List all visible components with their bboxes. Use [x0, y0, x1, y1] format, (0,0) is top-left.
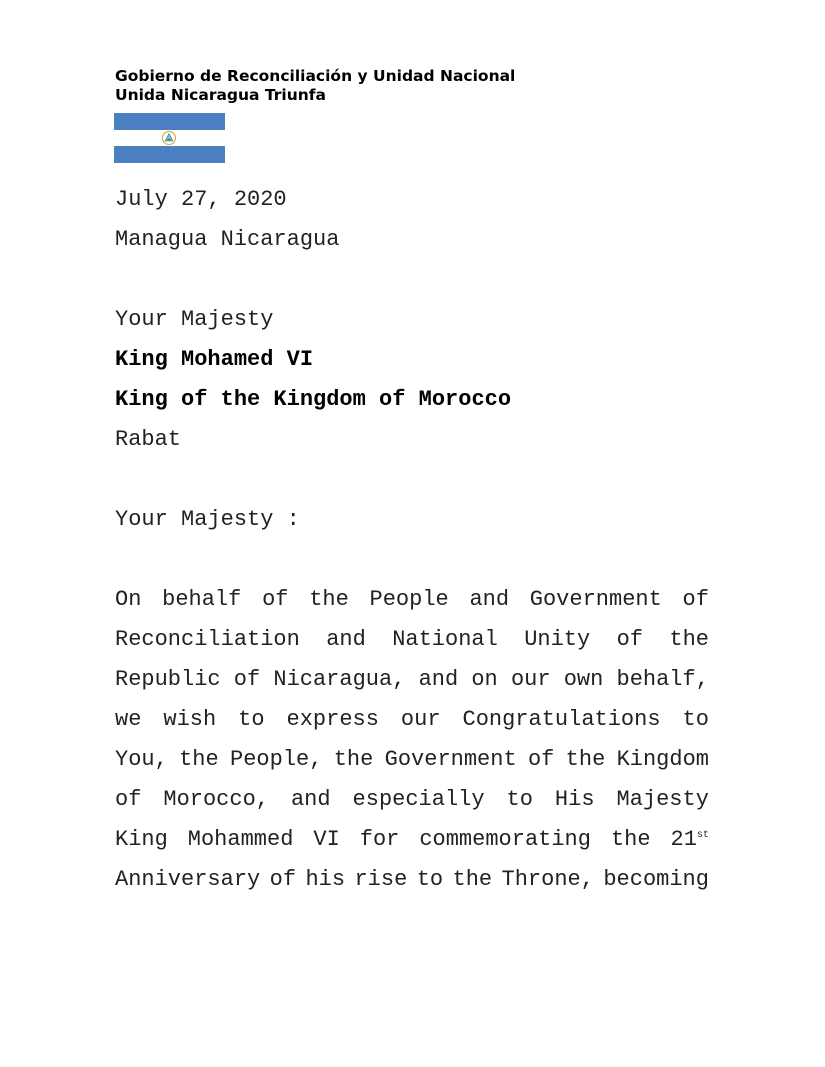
paragraph-word: Majesty	[616, 787, 709, 812]
flag-bottom-stripe	[114, 146, 225, 163]
paragraph-word: we	[115, 707, 142, 732]
paragraph-line	[115, 860, 709, 900]
paragraph-word: the	[610, 827, 651, 852]
coat-of-arms-icon	[161, 130, 177, 146]
paragraph-word: especially	[352, 787, 485, 812]
paragraph-word: Government	[384, 747, 517, 772]
flag-top-stripe	[114, 113, 225, 130]
paragraph-line	[115, 820, 709, 860]
paragraph-word: Government	[529, 587, 662, 612]
anniversary-number: 21st	[670, 827, 709, 852]
paragraph-word: VI	[313, 827, 340, 852]
recipient-city: Rabat	[115, 427, 182, 452]
paragraph-word: of	[269, 867, 297, 892]
paragraph-word: of	[527, 747, 555, 772]
nicaragua-flag-icon	[114, 113, 225, 163]
paragraph-word: Republic	[115, 667, 221, 692]
paragraph-word: You,	[115, 747, 168, 772]
paragraph-word: behalf	[162, 587, 242, 612]
recipient-title: King of the Kingdom of Morocco	[115, 387, 512, 412]
paragraph-word: Nicaragua,	[273, 667, 406, 692]
paragraph-word: Reconciliation	[115, 627, 300, 652]
paragraph-word: his	[305, 867, 346, 892]
paragraph-word: Kingdom	[616, 747, 709, 772]
letter-date: July 27, 2020	[115, 187, 287, 212]
paragraph-word: and	[418, 667, 459, 692]
paragraph-word: On	[115, 587, 142, 612]
paragraph-line	[115, 780, 709, 820]
paragraph-word: behalf,	[616, 667, 709, 692]
paragraph-word: the	[333, 747, 374, 772]
paragraph-word: our	[510, 667, 551, 692]
paragraph-word: People	[369, 587, 449, 612]
paragraph-word: People,	[230, 747, 323, 772]
paragraph-line	[115, 620, 709, 660]
paragraph-word: rise	[354, 867, 408, 892]
paragraph-word: to	[416, 867, 444, 892]
paragraph-word: Mohammed	[187, 827, 294, 852]
paragraph-word: becoming	[603, 867, 709, 892]
paragraph-word: of	[616, 627, 643, 652]
paragraph-word: to	[238, 707, 265, 732]
paragraph-word: Unity	[524, 627, 591, 652]
paragraph-word: commemorating	[419, 827, 591, 852]
paragraph-word: for	[359, 827, 400, 852]
letter-body	[115, 180, 709, 900]
letterhead-government-name: Gobierno de Reconciliación y Unidad Nacional	[115, 67, 516, 85]
paragraph-line	[115, 740, 709, 780]
flag-middle-stripe	[114, 130, 225, 147]
paragraph-word: Anniversary	[115, 867, 261, 892]
paragraph-word: on	[471, 667, 498, 692]
paragraph-word: and	[326, 627, 366, 652]
paragraph-word: express	[286, 707, 379, 732]
paragraph-word: and	[290, 787, 331, 812]
letterhead-slogan: Unida Nicaragua Triunfa	[115, 86, 327, 104]
paragraph-line	[115, 660, 709, 700]
letter-greeting: Your Majesty :	[115, 507, 300, 532]
recipient-name: King Mohamed VI	[115, 347, 314, 372]
paragraph-word: Throne,	[501, 867, 594, 892]
paragraph-word: and	[469, 587, 510, 612]
paragraph-word: wish	[163, 707, 217, 732]
paragraph-word: own	[563, 667, 604, 692]
paragraph-word: National	[392, 627, 498, 652]
letterhead	[115, 67, 515, 105]
paragraph-word: of	[115, 787, 142, 812]
recipient-salutation: Your Majesty	[115, 307, 274, 332]
paragraph-word: of	[262, 587, 289, 612]
paragraph-line	[115, 700, 709, 740]
paragraph-word: His	[554, 787, 595, 812]
paragraph-word: the	[179, 747, 219, 772]
paragraph-word: of	[682, 587, 709, 612]
paragraph-word: Congratulations	[462, 707, 661, 732]
paragraph-word: to	[506, 787, 533, 812]
ordinal-suffix: st	[696, 830, 709, 841]
paragraph-word: to	[682, 707, 709, 732]
letter-place: Managua Nicaragua	[115, 227, 340, 252]
paragraph-line	[115, 580, 709, 620]
paragraph-word: our	[400, 707, 441, 732]
paragraph-word: Morocco,	[163, 787, 269, 812]
paragraph-word: the	[309, 587, 349, 612]
paragraph-word: the	[452, 867, 493, 892]
paragraph-word: the	[565, 747, 606, 772]
paragraph-word: King	[115, 827, 168, 852]
paragraph-word: of	[233, 667, 261, 692]
paragraph-word: the	[669, 627, 709, 652]
